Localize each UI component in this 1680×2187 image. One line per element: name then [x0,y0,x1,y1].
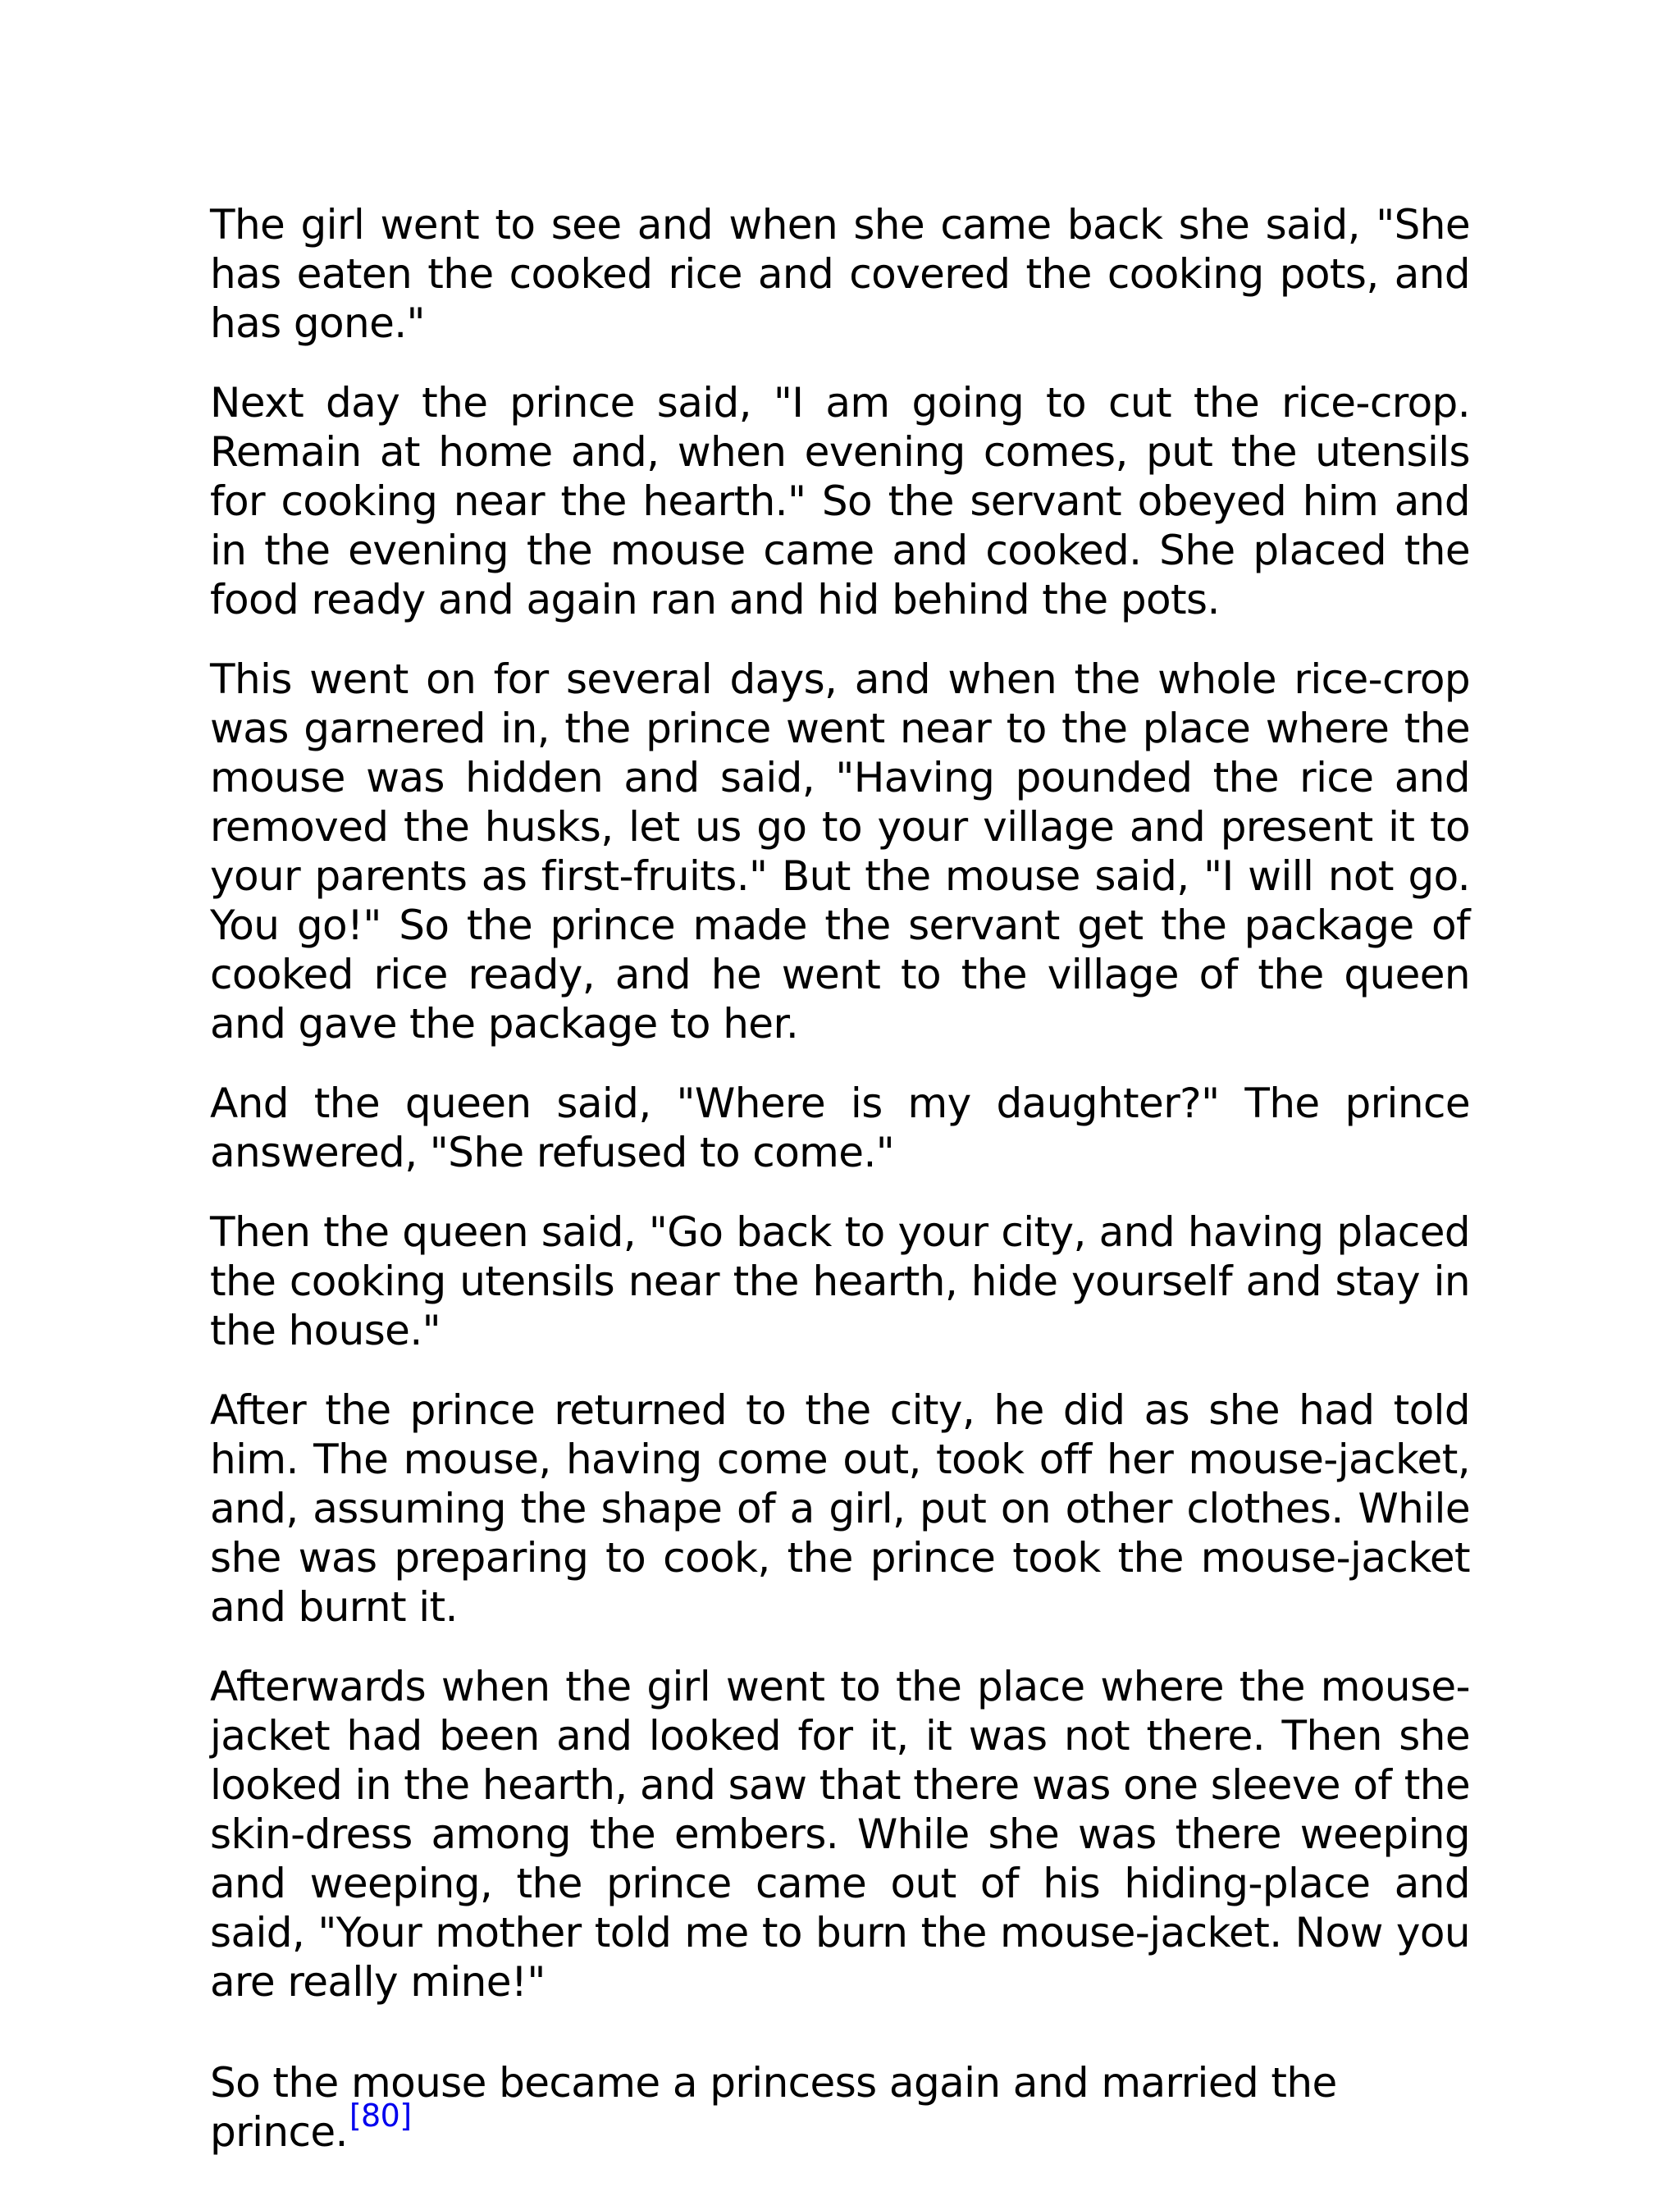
paragraph-final-text: So the mouse became a princess again and married the prince. [210,2059,1337,2156]
paragraph-4: And the queen said, "Where is my daughter?" The prince answered, "She refused to come." [210,1080,1470,1176]
paragraph-3: This went on for several days, and when the whole rice-crop was garnered in, the prince went near to the place where the mouse was hidden and said, "Having pounded the rice and removed the husks, let us go to your village and present it to your parents as first-fruits." But the mouse said, "I will not go. You go!" So the prince made the servant get the package of cooked rice ready, and he went to the village of the queen and gave the package to her. [210,655,1470,1048]
paragraph-5: Then the queen said, "Go back to your city, and having placed the cooking utensils near the hearth, hide yourself and stay in the house." [210,1208,1470,1354]
paragraph-7: Afterwards when the girl went to the place where the mouse-jacket had been and looked for it, it was not there. Then she looked in the hearth, and saw that there was one sleeve of the skin-dress among the embers. While she was there weeping and weeping, the prince came out of his hiding-place and said, "Your mother told me to burn the mouse-jacket. Now you are really mine!" [210,1663,1470,2006]
footnote-link-80[interactable]: [80] [349,2098,412,2134]
paragraph-2: Next day the prince said, "I am going to cut the rice-crop. Remain at home and, when evening comes, put the utensils for cooking near the hearth." So the servant obeyed him and in the evening the mouse came and cooked. She placed the food ready and again ran and hid behind the pots. [210,379,1470,623]
paragraph-final [210,2058,1470,2157]
story-page [210,200,1470,2187]
paragraph-1: The girl went to see and when she came back she said, "She has eaten the cooked rice and covered the cooking pots, and has gone." [210,201,1470,347]
paragraph-6: After the prince returned to the city, he did as she had told him. The mouse, having come out, took off her mouse-jacket, and, assuming the shape of a girl, put on other clothes. While she was preparing to cook, the prince took the mouse-jacket and burnt it. [210,1386,1470,1631]
